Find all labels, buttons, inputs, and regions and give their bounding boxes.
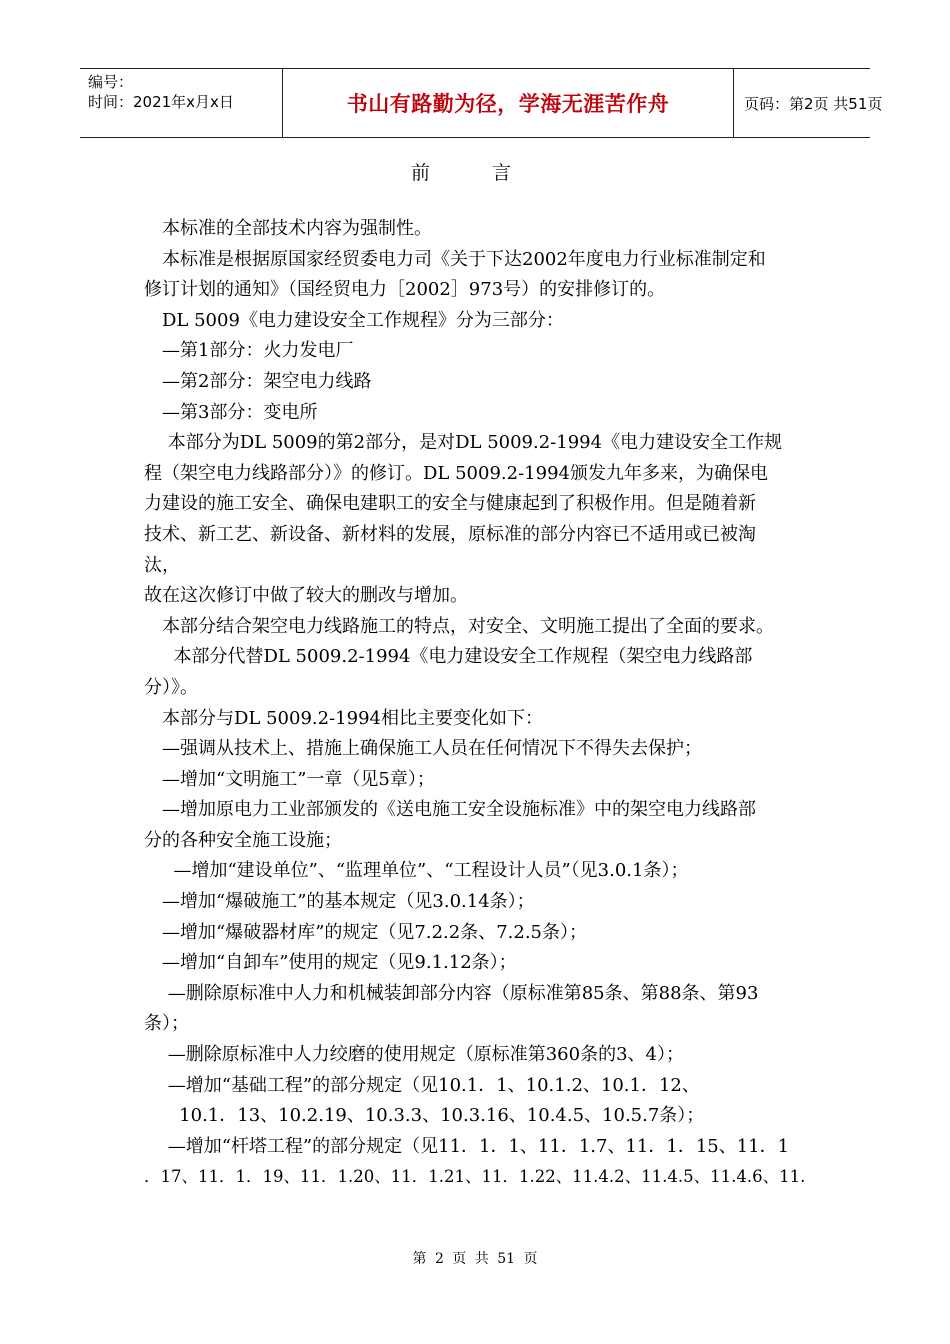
list-item: —增加“爆破器材库”的规定（见7.2.2条、7.2.5条）； bbox=[162, 921, 588, 943]
text-line: 程（架空电力线路部分）》的修订。DL 5009.2-1994颁发九年多来，为确保电 bbox=[144, 462, 768, 484]
list-item: —增加原电力工业部颁发的《送电施工安全设施标准》中的架空电力线路部 bbox=[162, 799, 756, 821]
text-line: 本部分与DL 5009.2-1994相比主要变化如下： bbox=[162, 707, 543, 729]
text-line: ．17、11．1．19、11．1.20、11．1.21、11．1.22、11.4.2、11.4.5、11.4.6、11. bbox=[144, 1167, 806, 1187]
page-number-info: 页码：第2页 共51页 bbox=[744, 94, 883, 113]
text-line: 分）》。 bbox=[144, 676, 198, 698]
text-line: 条）； bbox=[144, 1013, 189, 1035]
list-item: —增加“爆破施工”的基本规定（见3.0.14条）； bbox=[162, 891, 535, 913]
motto-text: 书山有路勤为径，学海无涯苦作舟 bbox=[346, 92, 670, 116]
list-item: —强调从技术上、措施上确保施工人员在任何情况下不得失去保护； bbox=[162, 738, 702, 760]
text-line: 修订计划的通知》（国经贸电力［2002］973号）的安排修订的。 bbox=[144, 279, 666, 301]
list-item: —增加“文明施工”一章（见5章）； bbox=[162, 768, 435, 790]
text-line: 本部分为DL 5009的第2部分，是对DL 5009.2-1994《电力建设安全工作规 bbox=[162, 432, 783, 454]
text-line: 本标准是根据原国家经贸委电力司《关于下达2002年度电力行业标准制定和 bbox=[162, 248, 766, 270]
list-item: —增加“建设单位”、“监理单位”、“工程设计人员”（见3.0.1条）； bbox=[162, 860, 689, 882]
text-line: 10.1．13、10.2.19、10.3.3、10.3.16、10.4.5、10.5.7条）； bbox=[162, 1105, 705, 1127]
text-line: 本部分结合架空电力线路施工的特点，对安全、文明施工提出了全面的要求。 bbox=[162, 615, 774, 637]
header-motto-cell bbox=[282, 69, 734, 137]
list-item: —删除原标准中人力绞磨的使用规定（原标准第360条的3、4）； bbox=[162, 1044, 684, 1066]
list-item: —第1部分：火力发电厂 bbox=[162, 340, 354, 362]
document-body bbox=[144, 214, 814, 1193]
text-line: 技术、新工艺、新设备、新材料的发展，原标准的部分内容已不适用或已被淘 bbox=[144, 523, 756, 545]
text-line: 汰， bbox=[144, 554, 180, 576]
list-item: —第2部分：架空电力线路 bbox=[162, 370, 372, 392]
page-header bbox=[80, 68, 883, 138]
serial-number-label: 编号： bbox=[88, 73, 134, 91]
page-footer: 第 2 页 共 51 页 bbox=[412, 1251, 538, 1267]
header-page-cell bbox=[734, 69, 883, 137]
list-item: —增加“自卸车”使用的规定（见9.1.12条）； bbox=[162, 952, 517, 974]
list-item: —增加“杆塔工程”的部分规定（见11．1．1、11．1.7、11．1．15、11．1 bbox=[162, 1135, 790, 1157]
list-item: —删除原标准中人力和机械装卸部分内容（原标准第85条、第88条、第93 bbox=[162, 982, 759, 1004]
text-line: DL 5009《电力建设安全工作规程》分为三部分： bbox=[162, 309, 564, 331]
section-title: 前 言 bbox=[410, 162, 540, 184]
list-item: —增加“基础工程”的部分规定（见10.1．1、10.1.2、10.1．12、 bbox=[162, 1074, 700, 1096]
text-line: 力建设的施工安全、确保电建职工的安全与健康起到了积极作用。但是随着新 bbox=[144, 493, 756, 515]
list-item: —第3部分：变电所 bbox=[162, 401, 318, 423]
text-line: 分的各种安全施工设施； bbox=[144, 829, 342, 851]
text-line: 本标准的全部技术内容为强制性。 bbox=[162, 218, 432, 239]
text-line: 本部分代替DL 5009.2-1994《电力建设安全工作规程（架空电力线路部 bbox=[162, 646, 753, 668]
text-line: 故在这次修订中做了较大的删改与增加。 bbox=[144, 585, 468, 607]
date-label: 时间：2021年x月x日 bbox=[88, 93, 234, 111]
header-meta-cell bbox=[80, 69, 282, 137]
